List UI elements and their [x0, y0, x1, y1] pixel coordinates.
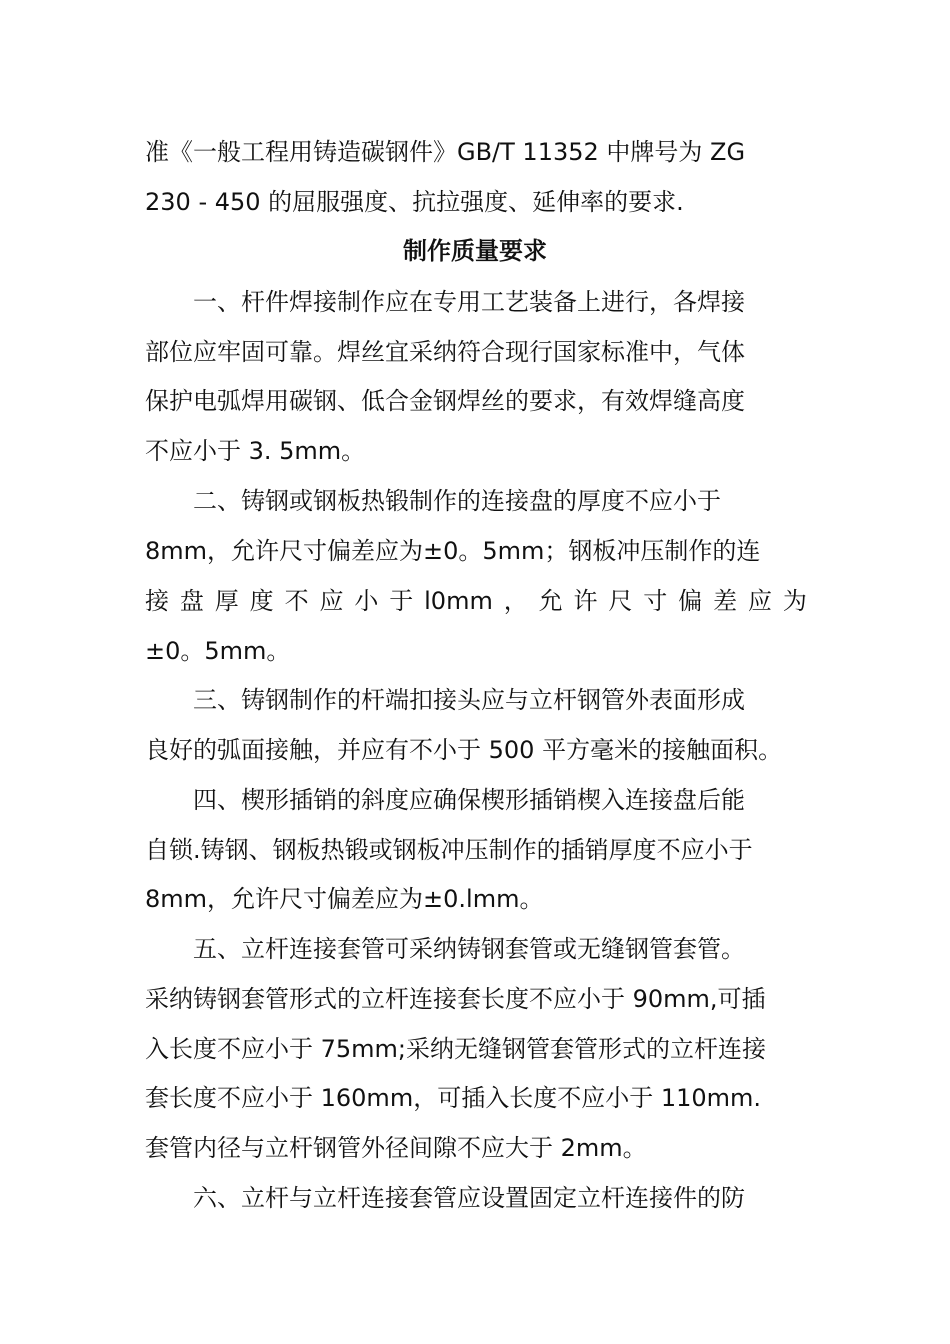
- spread-token: 盘: [179, 587, 204, 615]
- paragraph-2-line-3: [145, 585, 807, 617]
- spread-token: 于: [389, 587, 414, 615]
- section-heading: 制作质量要求: [403, 237, 547, 265]
- paragraph-5-line-3: 入长度不应小于 75mm;采纳无缝钢管套管形式的立杆连接: [145, 1035, 767, 1063]
- paragraph-6-line-1: 六、立杆与立杆连接套管应设置固定立杆连接件的防: [193, 1184, 745, 1212]
- paragraph-1-line-3: 保护电弧焊用碳钢、低合金钢焊丝的要求，有效焊缝高度: [145, 387, 745, 415]
- paragraph-2-line-2: 8mm，允许尺寸偏差应为±0。5mm；钢板冲压制作的连: [145, 537, 761, 565]
- paragraph-2-line-1: 二、铸钢或钢板热锻制作的连接盘的厚度不应小于: [193, 487, 721, 515]
- paragraph-5-line-4: 套长度不应小于 160mm，可插入长度不应小于 110mm.: [145, 1084, 762, 1112]
- paragraph-3-line-1: 三、铸钢制作的杆端扣接头应与立杆钢管外表面形成: [193, 686, 745, 714]
- spread-token: 度: [249, 587, 274, 615]
- paragraph-4-line-2: 自锁.铸钢、钢板热锻或钢板冲压制作的插销厚度不应小于: [145, 836, 753, 864]
- spread-token: 许: [573, 587, 598, 615]
- spread-token: ，: [503, 587, 528, 615]
- paragraph-1-line-1: 一、杆件焊接制作应在专用工艺装备上进行，各焊接: [193, 288, 745, 316]
- spread-token: 小: [354, 587, 379, 615]
- spread-token: 为: [782, 587, 807, 615]
- spread-token: 差: [713, 587, 738, 615]
- paragraph-5-line-2: 采纳铸钢套管形式的立杆连接套长度不应小于 90mm,可插: [145, 985, 766, 1013]
- spread-token: 偏: [678, 587, 703, 615]
- paragraph-2-line-4: ±0。5mm。: [145, 637, 291, 665]
- spread-token: 应: [319, 587, 344, 615]
- paragraph-5-line-5: 套管内径与立杆钢管外径间隙不应大于 2mm。: [145, 1134, 647, 1162]
- paragraph-5-line-1: 五、立杆连接套管可采纳铸钢套管或无缝钢管套管。: [193, 935, 745, 963]
- spread-token: 寸: [643, 587, 668, 615]
- spread-token: 厚: [214, 587, 239, 615]
- spread-token: 接: [145, 587, 169, 615]
- intro-line-1: 准《一般工程用铸造碳钢件》GB/T 11352 中牌号为 ZG: [145, 138, 746, 166]
- spread-token: 允: [538, 587, 563, 615]
- spread-token: 不: [284, 587, 309, 615]
- paragraph-3-line-2: 良好的弧面接触，并应有不小于 500 平方毫米的接触面积。: [145, 736, 783, 764]
- spread-token: 应: [747, 587, 772, 615]
- paragraph-4-line-3: 8mm，允许尺寸偏差应为±0.lmm。: [145, 885, 544, 913]
- paragraph-1-line-2: 部位应牢固可靠。焊丝宜采纳符合现行国家标准中，气体: [145, 338, 745, 366]
- spread-token: l0mm: [424, 587, 493, 615]
- spread-token: 尺: [608, 587, 633, 615]
- paragraph-4-line-1: 四、楔形插销的斜度应确保楔形插销楔入连接盘后能: [193, 786, 745, 814]
- intro-line-2: 230 - 450 的屈服强度、抗拉强度、延伸率的要求.: [145, 188, 684, 216]
- paragraph-1-line-4: 不应小于 3. 5mm。: [145, 437, 366, 465]
